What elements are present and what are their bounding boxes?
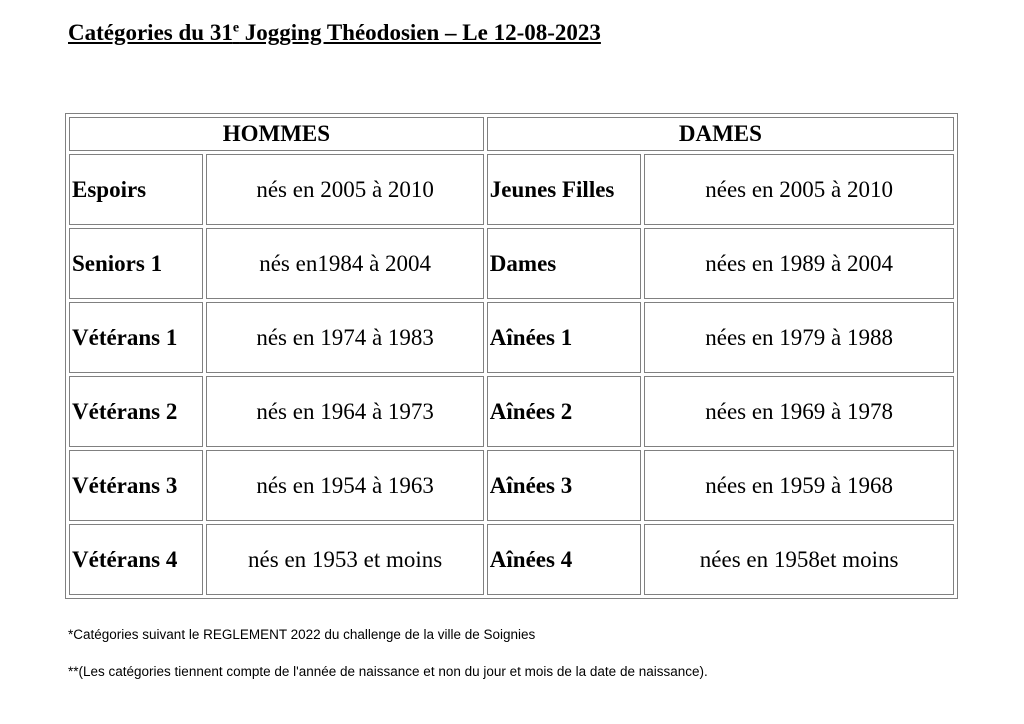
men-category: Espoirs <box>69 154 203 225</box>
women-birth-range: nées en 2005 à 2010 <box>644 154 954 225</box>
men-birth-range: nés en 1974 à 1983 <box>206 302 483 373</box>
women-birth-range: nées en 1969 à 1978 <box>644 376 954 447</box>
categories-table <box>65 113 958 599</box>
header-men: HOMMES <box>69 117 484 151</box>
men-category: Vétérans 4 <box>69 524 203 595</box>
men-birth-range: nés en1984 à 2004 <box>206 228 483 299</box>
title-suffix: Jogging Théodosien – Le 12-08-2023 <box>239 20 601 45</box>
women-category: Jeunes Filles <box>487 154 641 225</box>
women-birth-range: nées en 1989 à 2004 <box>644 228 954 299</box>
women-category: Dames <box>487 228 641 299</box>
men-birth-range: nés en 1953 et moins <box>206 524 483 595</box>
women-birth-range: nées en 1959 à 1968 <box>644 450 954 521</box>
title-prefix: Catégories du 31 <box>68 20 233 45</box>
women-category: Aînées 2 <box>487 376 641 447</box>
table-row <box>69 228 954 299</box>
footnote-rule: *Catégories suivant le REGLEMENT 2022 du challenge de la ville de Soignies <box>68 627 536 642</box>
men-birth-range: nés en 1954 à 1963 <box>206 450 483 521</box>
table-row <box>69 450 954 521</box>
men-birth-range: nés en 2005 à 2010 <box>206 154 483 225</box>
men-category: Seniors 1 <box>69 228 203 299</box>
table-row <box>69 524 954 595</box>
women-category: Aînées 4 <box>487 524 641 595</box>
women-category: Aînées 3 <box>487 450 641 521</box>
table-header-row <box>69 117 954 151</box>
table-row <box>69 376 954 447</box>
men-birth-range: nés en 1964 à 1973 <box>206 376 483 447</box>
women-birth-range: nées en 1958et moins <box>644 524 954 595</box>
men-category: Vétérans 1 <box>69 302 203 373</box>
title-superscript: e <box>232 20 240 36</box>
page-title <box>68 18 601 48</box>
table-row <box>69 154 954 225</box>
women-birth-range: nées en 1979 à 1988 <box>644 302 954 373</box>
men-category: Vétérans 3 <box>69 450 203 521</box>
men-category: Vétérans 2 <box>69 376 203 447</box>
table-row <box>69 302 954 373</box>
footnote-birth-year: **(Les catégories tiennent compte de l'année de naissance et non du jour et mois de la date de naissance). <box>68 664 708 679</box>
women-category: Aînées 1 <box>487 302 641 373</box>
header-women: DAMES <box>487 117 954 151</box>
